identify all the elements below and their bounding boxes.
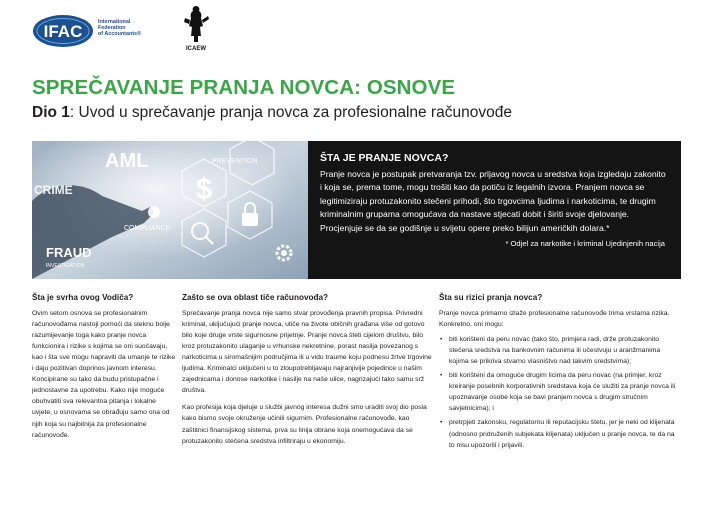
ifac-name-line: International	[98, 19, 131, 25]
column-why-accountants	[182, 292, 434, 447]
ifac-logo	[32, 14, 94, 48]
subtitle-part-number: Dio 1	[32, 104, 70, 121]
column-paragraph: Ovim setom osnova se profesionalnim računovođama nastoji pomoći da steknu bolje razumijevanje toga kako pranje novca funkcionira i rizike s kojima se oni suočavaju, kao i šta sve mogu napraviti da umanje te rizike i daju pozitivan doprinos javnom interesu.	[32, 310, 176, 373]
svg-text:$: $	[195, 173, 213, 206]
ifac-name-line: of Accountants®	[98, 31, 142, 38]
hero-label-fraud: FRAUD	[46, 245, 92, 260]
hero-illustration	[32, 141, 308, 279]
column-paragraph: Pranje novca primarno izlaže profesionalne računovođe trima vrstama rizika. Konkretno, oni mogu:	[439, 310, 670, 329]
touch-point	[148, 206, 160, 218]
hero-label-investigation: INVESTIGATION	[46, 263, 85, 269]
column-heading: Šta su rizici pranja novca?	[439, 293, 543, 302]
icaew-logo-text: ICAEW	[186, 46, 206, 52]
column-risks	[439, 292, 681, 454]
ifac-name	[98, 19, 141, 38]
hero-label-aml: AML	[105, 150, 149, 172]
list-item: • biti korišteni da peru novac (tako što, primjera radi, drže protuzakonito stečena sredstva na bankovnim računima ili učestvuju u aranžmanima kojima se prikriva stvarno vlasništvo nad takvim sredstvima);	[439, 334, 681, 367]
hero-image	[32, 141, 308, 279]
ifac-logo-text: IFAC	[43, 22, 83, 41]
risk-list	[439, 334, 681, 450]
column-heading: Zašto se ova oblast tiče računovođa?	[182, 293, 329, 302]
column-paragraph: Koncipirane su tako da budu pristupačne i jednostavne za upotrebu. Kako nije moguće obuhvatiti sva relevantna pitanja i lokalne uvjete, u osnovama se obrađuju samo ona od njih koja su najbitnija za profesionalne računovođe.	[32, 376, 170, 439]
dollar-icon	[196, 173, 213, 206]
info-box-footnote: * Odjel za narkotike i kriminal Ujedinjenih nacija	[505, 239, 665, 249]
column-paragraph: Sprečavanje pranja novca nije samo stvar provođenja pravnih propisa. Privredni kriminal, uključujući pranje novca, utiče na živote običnih građana više od gotovo bilo koje druge vrste sigurnosne prijetnje. Pranje novca šteti cijelom društvu, bilo kroz protuzakonito ulaganje u vrhunske nekretnine, porast nasilja povezanog s narkoticima u siromašnijim područjima ili u vidu traume koju podnesu žrtve trgovine ljudima. Kriminalci uključeni u to zloupotrebljavaju najranjivije pojedince u našim zajednicama i donose narkotike i nasilje na naše ulice, nagrizajući tako samu srž društva.	[182, 310, 432, 395]
list-item: • pretrpjeti zakonsku, regulatornu ili reputacijsku štetu, jer je neki od klijenata (odnosno pridruženih subjekata klijenata) uključen u pranje novca, te da na to nisu upozorili i prijavili.	[439, 417, 681, 450]
icaew-logo	[181, 4, 211, 52]
list-item: • biti korišteni da omoguće drugim licima da peru novac (na primjer, kroz kreiranje posebnih korporativnih sredstava koja će služiti za pranje novca ili upoznavanje osobe koja se bavi pranjem novca s drugim stručnim savjetnicima); i	[439, 370, 681, 414]
column-paragraph: Kao profesija koja djeluje u službi javnog interesa dužni smo uraditi svoj dio posla kako bismo svoje okruženje učinili sigurnim. Profesionalne računovođe, kao zaštitnici finansijskog sistema, prva su linija obrane koja onemogućava da se protuzakonito stečena sredstva infiltriraju u ekonomiju.	[182, 404, 427, 445]
page-subtitle	[32, 104, 512, 122]
page-title: SPREČAVANJE PRANJA NOVCA: OSNOVE	[32, 76, 456, 99]
hero-label-crime: CRIME	[34, 183, 73, 197]
info-box-text: Pranje novca je postupak pretvaranja tzv. prljavog novca u sredstva koja izgledaju zakonito i koja se, prema tome, mogu trošiti kao da potiču iz legalnih izvora. Pranjem novca se legitimiziraju protuzakonito stečeni prihodi, što trgovcima ljudima i narkoticima, te drugim kriminalnim grupama omogućava da nastave stjecati dobit i širiti svoje djelovanje. Procjenjuje se da se godišnje u svijetu opere preko bilijun američkih dolara.*	[320, 169, 666, 233]
subtitle-text: : Uvod u sprečavanje pranja novca za profesionalne računovođe	[69, 104, 512, 121]
hero-label-compliance: COMPLIANCE	[124, 225, 171, 232]
info-box-title: ŠTA JE PRANJE NOVCA?	[320, 152, 449, 164]
ifac-name-line: Federation	[98, 25, 126, 32]
hero-label-prevention: PREVENTION	[212, 158, 258, 165]
info-box	[308, 141, 681, 279]
column-heading: Šta je svrha ovog Vodiča?	[32, 293, 134, 302]
column-purpose	[32, 292, 177, 441]
